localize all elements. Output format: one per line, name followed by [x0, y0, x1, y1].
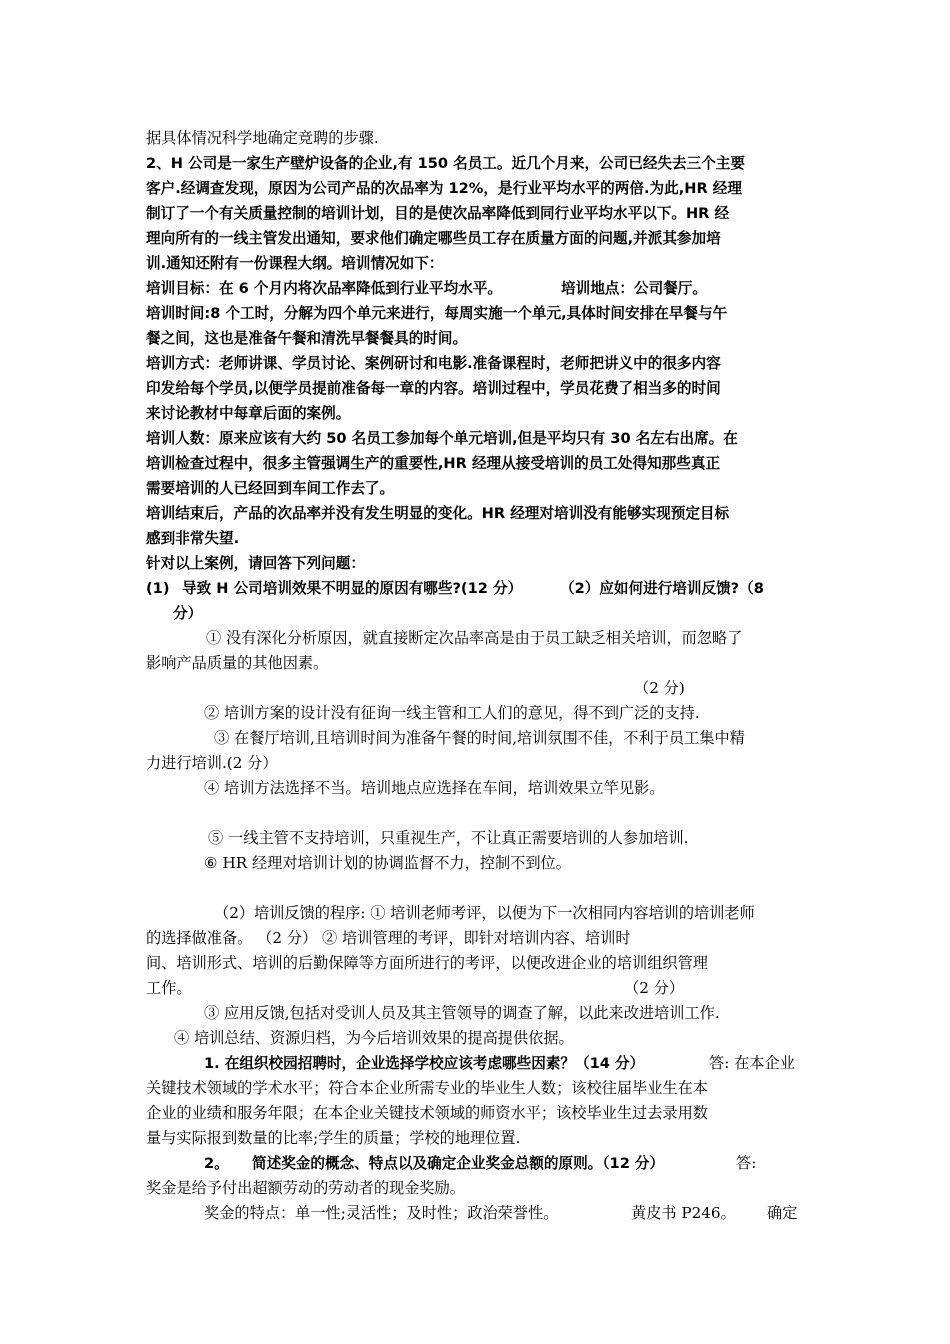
answer-text-line [146, 1201, 806, 1226]
feedback-answer-line: ③ 应用反馈,包括对受训人员及其主管领导的调查了解，以此来改进培训工作. [204, 1004, 720, 1022]
training-goal: 培训目标：在 6 个月内将次品率降低到行业平均水平。 [146, 280, 502, 297]
feedback-answer-line: ④ 培训总结、资源归档，为今后培训效果的提高提供依据。 [174, 1029, 574, 1047]
training-time-line: 培训时间:8 个工时，分解为四个单元来进行，每周实施一个单元,具体时间安排在早餐与午 [146, 305, 728, 322]
feedback-answer-line: 的选择做准备。 （2 分） ② 培训管理的考评，即针对培训内容、培训时 [146, 929, 631, 947]
text-line: 据具体情况科学地确定竞聘的步骤. [146, 129, 379, 147]
answer-item: ⑥ HR 经理对培训计划的协调监督不力，控制不到位。 [204, 854, 571, 872]
case-paragraph-line: 2、H 公司是一家生产壁炉设备的企业,有 150 名员工。近几个月来，公司已经失去三个主要 [146, 155, 745, 172]
question-intro: 针对以上案例，请回答下列问题： [146, 555, 365, 572]
answer-label: 答: [736, 1154, 757, 1172]
score-note: （2 分） [624, 979, 685, 997]
answer-text-line: 关键技术领域的学术水平；符合本企业所需专业的毕业生人数；该校往届毕业生在本 [146, 1079, 708, 1097]
training-goal-line [146, 276, 806, 301]
answer-text-line: 企业的业绩和服务年限；在本企业关键技术领域的师资水平；该校毕业生过去录用数 [146, 1104, 708, 1122]
training-attendance-line: 培训检查过程中，很多主管强调生产的重要性,HR 经理从接受培训的员工处得知那些真正 [146, 455, 721, 472]
answer-label: 答: 在本企业 [709, 1054, 795, 1072]
feedback-text: 工作。 [146, 979, 192, 997]
question-2-continued: 分） [173, 605, 203, 622]
answer-item-continued: 影响产品质量的其他因素。 [146, 654, 329, 672]
bonus-features: 奖金的特点：单一性;灵活性；及时性；政治荣誉性。 [204, 1204, 559, 1222]
feedback-answer-line [146, 976, 806, 1001]
training-method-line: 培训方式：老师讲课、学员讨论、案例研讨和电影.准备课程时，老师把讲义中的很多内容 [146, 355, 721, 372]
training-attendance-line: 需要培训的人已经回到车间工作去了。 [146, 480, 395, 497]
score-note: （2 分) [634, 679, 685, 697]
training-method-line: 印发给每个学员,以便学员提前准备每一章的内容。培训过程中，学员花费了相当多的时间 [146, 380, 721, 397]
answer-item: ⑤ 一线主管不支持培训，只重视生产，不让真正需要培训的人参加培训. [208, 829, 689, 847]
question-number: (1) [146, 580, 170, 597]
training-time-line: 餐之间，这也是准备午餐和清洗早餐餐具的时间。 [146, 330, 468, 347]
case-paragraph-line: 客户.经调查发现，原因为公司产品的次品率为 12%，是行业平均水平的两倍.为此,HR 经理 [146, 180, 742, 197]
training-attendance-line: 培训人数：原来应该有大约 50 名员工参加每个单元培训,但是平均只有 30 名左右出席。在 [146, 430, 738, 447]
answer-text-line: 量与实际报到数量的比率;学生的质量；学校的地理位置. [146, 1129, 521, 1147]
training-result-line: 感到非常失望. [146, 530, 240, 547]
feedback-answer-line: （2）培训反馈的程序: ① 培训老师考评，以便为下一次相同内容培训的培训老师 [214, 904, 755, 922]
answer-item: ③ 在餐厅培训,且培训时间为准备午餐的时间,培训氛围不佳，不利于员工集中精 [214, 729, 745, 747]
case-paragraph-line: 训.通知还附有一份课程大纲。培训情况如下： [146, 255, 444, 272]
question-bonus-line [146, 1151, 806, 1176]
feedback-answer-line: 间、培训形式、培训的后勤保障等方面所进行的考评，以便改进企业的培训组织管理 [146, 954, 708, 972]
question-1-line [146, 576, 806, 601]
training-location: 培训地点：公司餐厅。 [561, 280, 707, 297]
case-paragraph-line: 制订了一个有关质量控制的培训计划，目的是使次品率降低到同行业平均水平以下。HR 经 [146, 205, 730, 222]
question-number: 2。 [204, 1155, 229, 1172]
answer-item: ① 没有深化分析原因，就直接断定次品率高是由于员工缺乏相关培训，而忽略了 [206, 629, 743, 647]
training-result-line: 培训结束后，产品的次品率并没有发生明显的变化。HR 经理对培训没有能够实现预定目标 [146, 505, 730, 522]
reference-note: 黄皮书 P246。 [631, 1204, 736, 1222]
question-2: （2）应如何进行培训反馈?（8 [560, 580, 764, 597]
blank-line [146, 801, 806, 826]
training-method-line: 来讨论教材中每章后面的案例。 [146, 405, 351, 422]
document-body [146, 126, 806, 1226]
continued-text: 确定 [767, 1204, 798, 1222]
answer-item: ② 培训方案的设计没有征询一线主管和工人们的意见，得不到广泛的支持. [204, 704, 700, 722]
question-campus-line [146, 1051, 806, 1076]
answer-text-line: 奖金是给予付出超额劳动的劳动者的现金奖励。 [146, 1179, 465, 1197]
blank-line [146, 876, 806, 901]
answer-item-continued: 力进行培训.(2 分） [146, 754, 278, 772]
question-bonus: 简述奖金的概念、特点以及确定企业奖金总额的原则。（12 分） [252, 1155, 665, 1172]
question-campus: 1. 在组织校园招聘时，企业选择学校应该考虑哪些因素？（14 分） [204, 1055, 645, 1072]
answer-item: ④ 培训方法选择不当。培训地点应选择在车间，培训效果立竿见影。 [204, 779, 665, 797]
question-1: 导致 H 公司培训效果不明显的原因有哪些?(12 分） [182, 580, 523, 597]
case-paragraph-line: 理向所有的一线主管发出通知，要求他们确定哪些员工存在质量方面的问题,并派其参加培 [146, 230, 721, 247]
